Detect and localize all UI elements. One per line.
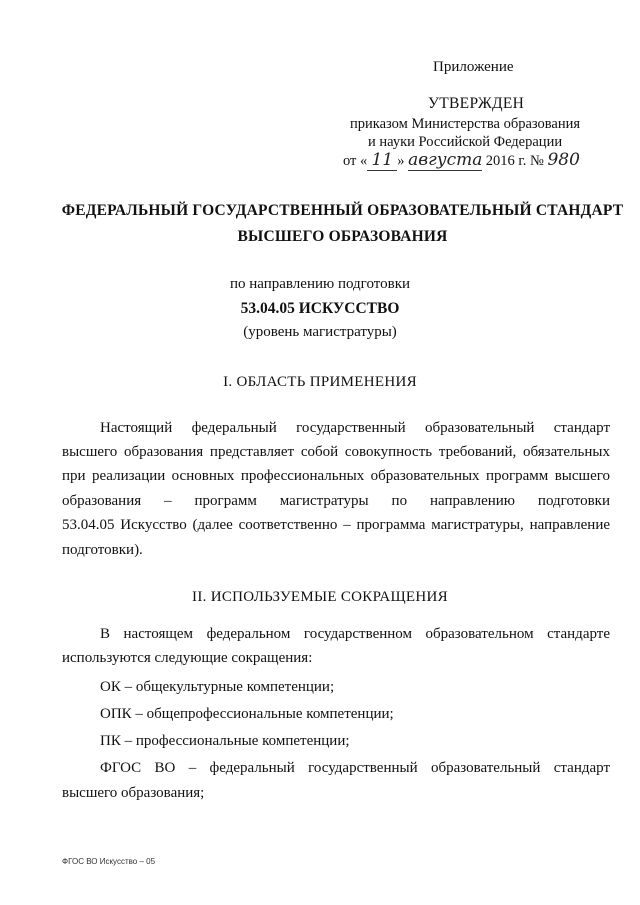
section-1-line: образования – программ магистратуры по направлению подготовки: [62, 493, 610, 509]
section-1-line: Настоящий федеральный государственный образовательный стандарт: [100, 420, 610, 436]
direction-level: (уровень магистратуры): [243, 324, 397, 340]
order-day-close: »: [397, 153, 405, 169]
order-date-prefix: от «: [343, 153, 368, 169]
document-title-line-2: ВЫСШЕГО ОБРАЗОВАНИЯ: [237, 228, 448, 245]
abbreviation-item-fgos-cont: высшего образования;: [62, 785, 205, 801]
section-1-line: подготовки).: [62, 542, 143, 558]
section-2-intro-line: используются следующие сокращения:: [62, 650, 313, 666]
order-number-handwritten: 980: [547, 150, 580, 170]
order-month-handwritten: августа: [408, 150, 483, 170]
section-2-heading: II. ИСПОЛЬЗУЕМЫЕ СОКРАЩЕНИЯ: [192, 589, 448, 605]
section-1-line: при реализации основных профессиональных образовательных программ высшего: [62, 468, 610, 484]
abbreviation-item: ПК – профессиональные компетенции;: [100, 733, 350, 749]
order-year: 2016 г. №: [485, 153, 544, 169]
order-line-2: и науки Российской Федерации: [368, 134, 563, 150]
order-line-1: приказом Министерства образования: [350, 116, 581, 132]
section-1-heading: I. ОБЛАСТЬ ПРИМЕНЕНИЯ: [223, 374, 417, 390]
abbreviation-item: ОПК – общепрофессиональные компетенции;: [100, 706, 394, 722]
appendix-label: Приложение: [433, 59, 514, 75]
abbreviation-item: ОК – общекультурные компетенции;: [100, 679, 335, 695]
direction-intro: по направлению подготовки: [229, 276, 411, 292]
direction-code: 53.04.05 ИСКУССТВО: [240, 300, 400, 317]
document-title-line-1: ФЕДЕРАЛЬНЫЙ ГОСУДАРСТВЕННЫЙ ОБРАЗОВАТЕЛЬНЫЙ СТАНДАРТ: [61, 202, 624, 219]
section-1-line: 53.04.05 Искусство (далее соответственно – программа магистратуры, направление: [62, 517, 610, 533]
section-2-intro-line: В настоящем федеральном государственном образовательном стандарте: [100, 626, 610, 642]
abbreviation-item-fgos: ФГОС ВО – федеральный государственный образовательный стандарт: [100, 760, 610, 776]
approved-label: УТВЕРЖДЕН: [428, 95, 525, 112]
section-1-line: высшего образования представляет собой совокупность требований, обязательных: [62, 444, 610, 460]
order-date-line: [343, 150, 580, 171]
page-footer: ФГОС ВО Искусство – 05: [62, 857, 156, 866]
order-day-handwritten: 11: [367, 150, 397, 171]
